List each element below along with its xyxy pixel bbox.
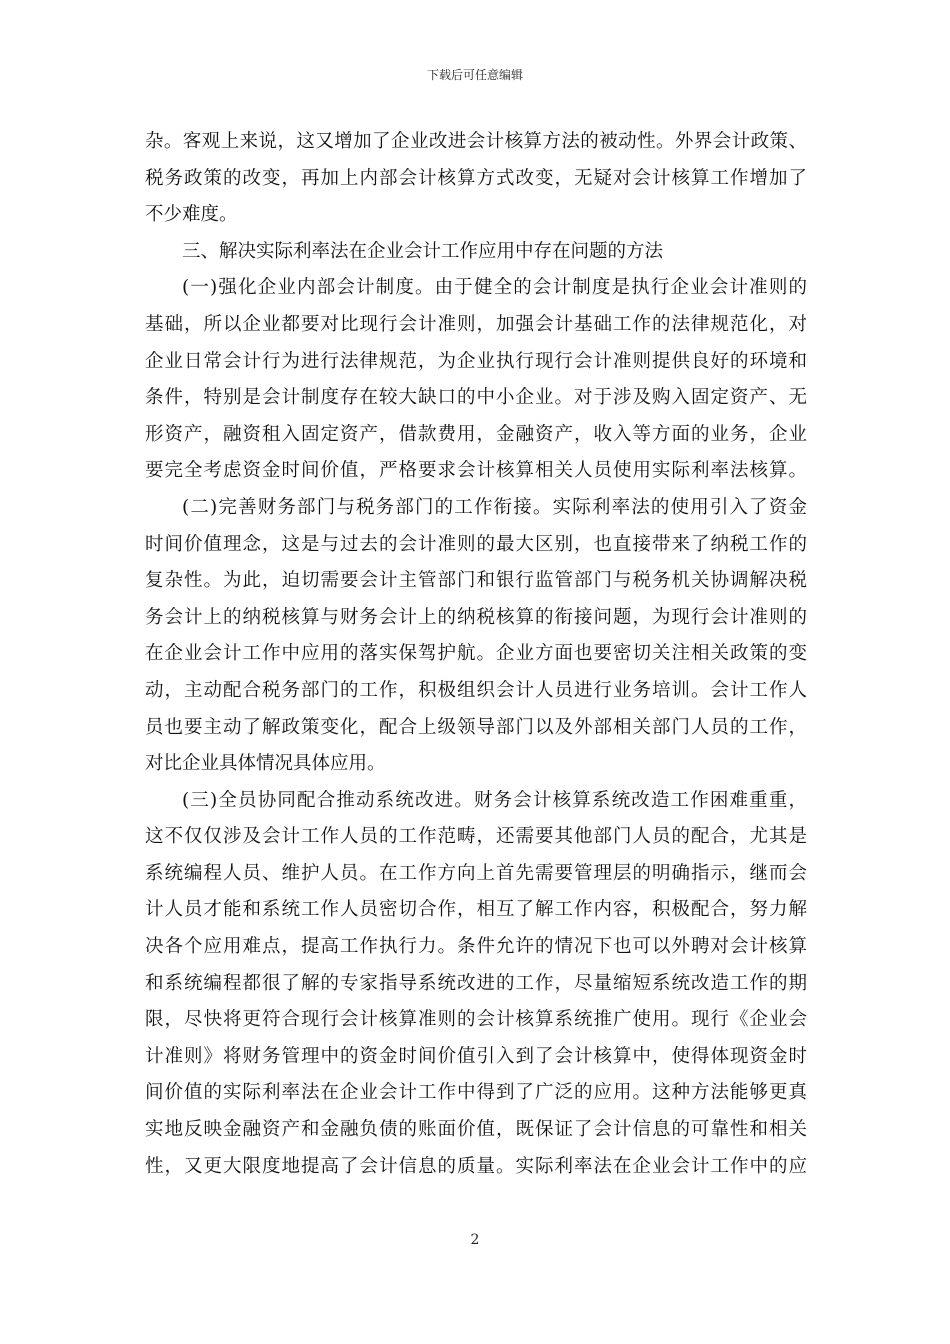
- text-line: 务会计上的纳税核算与财务会计上的纳税核算的衔接问题，为现行会计准则的: [145, 606, 807, 628]
- text-line: 性，又更大限度地提高了会计信息的质量。实际利率法在企业会计工作中的应: [145, 1155, 807, 1177]
- text-line: (二)完善财务部门与税务部门的工作衔接。实际利率法的使用引入了资金: [182, 496, 807, 518]
- text-line: 和系统编程都很了解的专家指导系统改进的工作，尽量缩短系统改造工作的期: [145, 972, 807, 994]
- text-line: 形资产，融资租入固定资产，借款费用，金融资产，收入等方面的业务，企业: [145, 423, 807, 445]
- text-line: 三、解决实际利率法在企业会计工作应用中存在问题的方法: [182, 240, 664, 262]
- document-body: [145, 124, 807, 1185]
- text-line: 计人员才能和系统工作人员密切合作，相互了解工作内容，积极配合，努力解: [145, 899, 807, 921]
- page-header: 下载后可任意编辑: [426, 68, 523, 82]
- text-line: 在企业会计工作中应用的落实保驾护航。企业方面也要密切关注相关政策的变: [145, 643, 807, 665]
- text-line: 动，主动配合税务部门的工作，积极组织会计人员进行业务培训。会计工作人: [145, 679, 807, 701]
- text-line: (一)强化企业内部会计制度。由于健全的会计制度是执行企业会计准则的: [182, 277, 807, 299]
- text-line: 这不仅仅涉及会计工作人员的工作范畴，还需要其他部门人员的配合，尤其是: [145, 826, 807, 848]
- text-line: 计准则》将财务管理中的资金时间价值引入到了会计核算中，使得体现资金时: [145, 1045, 807, 1067]
- text-line: 杂。客观上来说，这又增加了企业改进会计核算方法的被动性。外界会计政策、: [145, 131, 807, 152]
- text-line: 实地反映金融资产和金融负债的账面价值，既保证了会计信息的可靠性和相关: [145, 1119, 807, 1141]
- text-line: 税务政策的改变，再加上内部会计核算方式改变，无疑对会计核算工作增加了: [145, 167, 807, 189]
- text-line: 系统编程人员、维护人员。在工作方向上首先需要管理层的明确指示，继而会: [145, 862, 807, 884]
- text-line: (三)全员协同配合推动系统改进。财务会计核算系统改造工作困难重重，: [182, 789, 807, 811]
- text-line: 复杂性。为此，迫切需要会计主管部门和银行监管部门与税务机关协调解决税: [145, 570, 807, 592]
- text-line: 时间价值理念，这是与过去的会计准则的最大区别，也直接带来了纳税工作的: [145, 533, 807, 555]
- text-line: 要完全考虑资金时间价值，严格要求会计核算相关人员使用实际利率法核算。: [145, 460, 807, 482]
- text-line: 企业日常会计行为进行法律规范，为企业执行现行会计准则提供良好的环境和: [145, 350, 807, 372]
- text-line: 限，尽快将更符合现行会计核算准则的会计核算系统推广使用。现行《企业会: [145, 1009, 807, 1031]
- text-line: 决各个应用难点，提高工作执行力。条件允许的情况下也可以外聘对会计核算: [145, 936, 807, 958]
- page-number: 2: [470, 1232, 480, 1248]
- text-line: 不少难度。: [145, 204, 238, 226]
- text-line: 对比企业具体情况具体应用。: [145, 753, 386, 775]
- text-line: 条件，特别是会计制度存在较大缺口的中小企业。对于涉及购入固定资产、无: [145, 387, 807, 409]
- text-line: 员也要主动了解政策变化，配合上级领导部门以及外部相关部门人员的工作，: [145, 716, 807, 738]
- text-line: 间价值的实际利率法在企业会计工作中得到了广泛的应用。这种方法能够更真: [145, 1082, 807, 1104]
- text-line: 基础，所以企业都要对比现行会计准则，加强会计基础工作的法律规范化，对: [145, 313, 807, 335]
